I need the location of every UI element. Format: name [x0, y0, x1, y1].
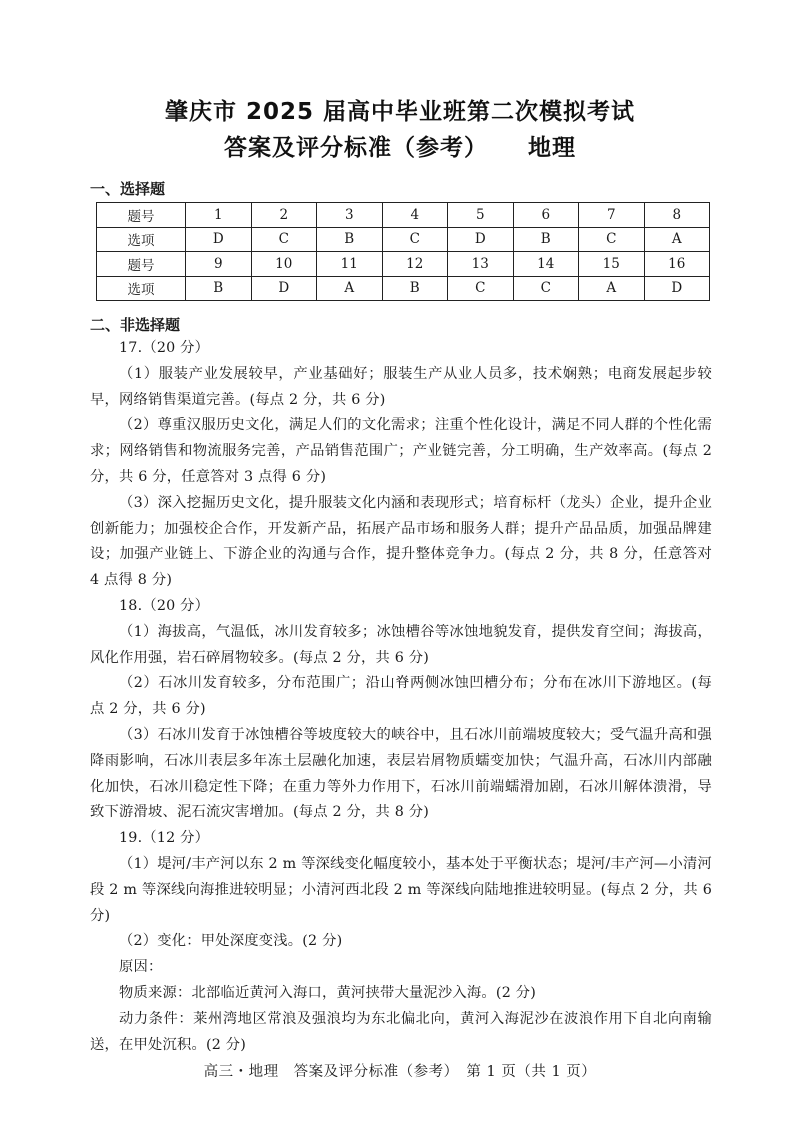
answer-cell: C [579, 227, 645, 252]
answer-cell: 2 [251, 203, 317, 228]
answer-paragraph: （1）服装产业发展较早，产业基础好；服装生产从业人员多，技术娴熟；电商发展起步较早，网络销售渠道完善。(每点 2 分，共 6 分) [90, 365, 712, 408]
answer-cell: 9 [186, 252, 252, 277]
subtitle-text: 答案及评分标准（参考） [224, 135, 488, 161]
answer-cell: 3 [317, 203, 383, 228]
answer-cell: 14 [513, 252, 579, 277]
answer-cell: C [448, 276, 514, 301]
answer-paragraph: （3）深入挖掘历史文化，提升服装文化内涵和表现形式；培育标杆（龙头）企业，提升企业创新能力；加强校企合作，开发新产品，拓展产品市场和服务人群；提升产品品质，加强品牌建设；加强产业链上、下游企业的沟通与合作，提升整体竞争力。(每点 2 分，共 8 分，任意答对 4 点得 8 分) [90, 494, 712, 589]
answer-cell: B [317, 227, 383, 252]
answer-paragraph: （1）海拔高，气温低，冰川发育较多；冰蚀槽谷等冰蚀地貌发育，提供发育空间；海拔高，风化作用强，岩石碎屑物较多。(每点 2 分，共 6 分) [90, 623, 712, 666]
answer-cell: D [448, 227, 514, 252]
answer-cell: B [513, 227, 579, 252]
answer-cell: A [644, 227, 710, 252]
answer-row-label: 题号 [97, 252, 186, 277]
answer-paragraph: 原因： [119, 959, 163, 976]
answer-cell: C [513, 276, 579, 301]
answer-cell: 6 [513, 203, 579, 228]
answer-paragraph: （3）石冰川发育于冰蚀槽谷等坡度较大的峡谷中，且石冰川前端坡度较大；受气温升高和强降雨影响，石冰川表层多年冻土层融化加速，表层岩屑物质蠕变加快；气温升高，石冰川内部融化加快，石冰川稳定性下降；在重力等外力作用下，石冰川前端蠕滑加剧，石冰川解体溃滑，导致下游滑坡、泥石流灾害增加。(每点 2 分，共 8 分) [90, 726, 712, 821]
question-heading: 17.（20 分） [119, 340, 210, 356]
question-heading: 18.（20 分） [119, 597, 210, 614]
page-footer: 高三・地理 答案及评分标准（参考） 第 1 页（共 1 页） [203, 1064, 597, 1080]
answer-table-row [97, 227, 710, 252]
answer-cell: 4 [382, 203, 448, 228]
answer-paragraph: （1）堤河/丰产河以东 2 m 等深线变化幅度较小，基本处于平衡状态；堤河/丰产河—小清河段 2 m 等深线向海推进较明显；小清河西北段 2 m 等深线向陆地推进较明显。(每点 2 分，共 6 分) [90, 855, 712, 924]
answer-row-label: 题号 [97, 203, 186, 228]
answer-cell: 16 [644, 252, 710, 277]
answer-cell: D [186, 227, 252, 252]
answer-cell: 5 [448, 203, 514, 228]
answer-table-row [97, 203, 710, 228]
subject-label: 地理 [528, 135, 576, 161]
answer-cell: 12 [382, 252, 448, 277]
answer-cell: 15 [579, 252, 645, 277]
answer-table-row [97, 252, 710, 277]
section-heading-choice: 一、选择题 [90, 180, 166, 198]
answer-row-label: 选项 [97, 227, 186, 252]
answer-paragraph: 物质来源：北部临近黄河入海口，黄河挟带大量泥沙入海。(2 分) [119, 984, 537, 1001]
answer-paragraph: （2）尊重汉服历史文化，满足人们的文化需求；注重个性化设计，满足不同人群的个性化需求；网络销售和物流服务完善，产品销售范围广；产业链完善，分工明确，生产效率高。(每点 2 分，共 6 分，任意答对 3 点得 6 分) [90, 417, 712, 485]
exam-title-text: 肇庆市 2025 届高中毕业班第二次模拟考试 [164, 99, 636, 125]
answer-cell: C [382, 227, 448, 252]
answer-table-row [97, 276, 710, 301]
answer-cell: D [251, 276, 317, 301]
answer-body [90, 336, 712, 1058]
answer-cell: 1 [186, 203, 252, 228]
answer-cell: B [382, 276, 448, 301]
answer-cell: B [186, 276, 252, 301]
answer-cell: A [579, 276, 645, 301]
section-heading-nonchoice: 二、非选择题 [90, 316, 181, 334]
answer-paragraph: （2）变化：甲处深度变浅。(2 分) [119, 933, 343, 950]
answer-cell: 7 [579, 203, 645, 228]
answer-cell: 13 [448, 252, 514, 277]
answer-cell: 11 [317, 252, 383, 277]
answer-paragraph: （2）石冰川发育较多，分布范围广；沿山脊两侧冰蚀凹槽分布；分布在冰川下游地区。(每点 2 分，共 6 分) [90, 675, 712, 718]
answer-cell: A [317, 276, 383, 301]
answer-cell: C [251, 227, 317, 252]
answer-paragraph: 动力条件：莱州湾地区常浪及强浪均为东北偏北向，黄河入海泥沙在波浪作用下自北向南输送，在甲处沉积。(2 分) [90, 1010, 712, 1053]
answer-row-label: 选项 [97, 276, 186, 301]
answer-cell: D [644, 276, 710, 301]
answer-cell: 10 [251, 252, 317, 277]
answer-cell: 8 [644, 203, 710, 228]
answer-table [96, 202, 710, 301]
exam-title [0, 93, 800, 126]
question-heading: 19.（12 分） [119, 830, 210, 847]
exam-subtitle [0, 129, 800, 162]
